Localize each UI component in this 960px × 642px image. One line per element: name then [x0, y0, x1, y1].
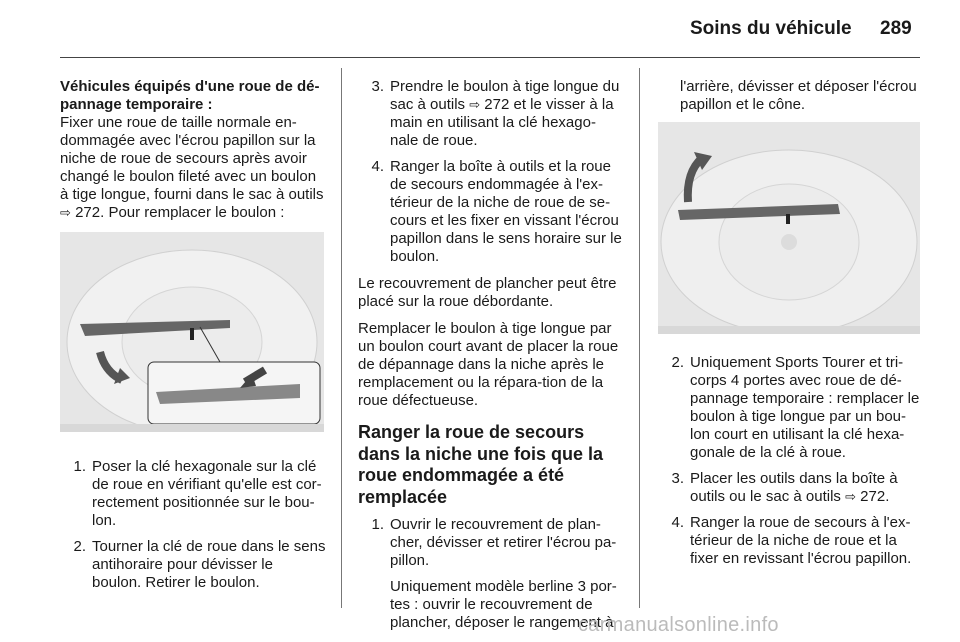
- section-heading: Véhicules équipés d'une roue de dé-pannage temporaire :: [60, 78, 320, 113]
- list-item: 4. Ranger la roue de secours à l'ex-térieur de la niche de roue et la fixer en revissant l'écrou papillon.: [671, 514, 912, 567]
- column-3: [658, 78, 924, 568]
- steps-list: [658, 354, 924, 568]
- paragraph: Remplacer le boulon à tige longue par un boulon court avant de placer la roue de dépannage dans la niche après le remplacement ou la répara-tion de la roue défectueuse.: [358, 320, 619, 409]
- list-item: 2. Tourner la clé de roue dans le sens antihoraire pour dévisser le boulon. Retirer le boulon.: [73, 538, 326, 591]
- figure-wheel-bolt: [60, 232, 324, 432]
- column-divider: [341, 68, 342, 608]
- subheading: Ranger la roue de secours dans la niche une fois que la roue endommagée a été remplacée: [358, 422, 604, 507]
- steps-list: [60, 458, 326, 592]
- continuation-text: l'arrière, dévisser et déposer l'écrou papillon et le cône.: [680, 78, 917, 113]
- list-item: 3. Prendre le boulon à tige longue du sac à outils ⇨ 272 et le visser à la main en utilisant la clé hexago-nale de roue.: [371, 78, 620, 149]
- intro-paragraph: Fixer une roue de taille normale en-dommagée avec l'écrou papillon sur la niche de roue de secours après avoir changé le boulon fileté avec un boulon à tige longue, fourni dans le sac à outils ⇨ 272. Pour remplacer le boulon :: [60, 114, 324, 221]
- list-item: 1. Poser la clé hexagonale sur la clé de roue en vérifiant qu'elle est cor-rectement positionnée sur le bou-lon.: [73, 458, 322, 529]
- page-header: [0, 0, 960, 60]
- list-item: 3. Placer les outils dans la boîte à outils ou le sac à outils ⇨ 272.: [671, 470, 898, 505]
- arrow-reference-icon: ⇨: [60, 205, 71, 220]
- steps-list: [358, 78, 624, 266]
- header-rule: [60, 57, 920, 58]
- list-item: 4. Ranger la boîte à outils et la roue de secours endommagée à l'ex-térieur de la niche de roue de se-cours et les fixer en vissant l'écrou papillon dans le sens horaire sur le boulon.: [371, 158, 622, 265]
- column-divider: [639, 68, 640, 608]
- column-1: [60, 78, 326, 592]
- paragraph: Le recouvrement de plancher peut être placé sur la roue débordante.: [358, 275, 617, 310]
- arrow-reference-icon: ⇨: [845, 489, 856, 504]
- page-number: 289: [880, 18, 912, 39]
- header-title: Soins du véhicule: [690, 18, 852, 39]
- watermark: carmanualsonline.info: [578, 614, 779, 636]
- list-item: 1. Ouvrir le recouvrement de plan-cher, dévisser et retirer l'écrou pa-pillon. Uniquement modèle berline 3 por-tes : ouvrir le recouvrement de plancher, déposer le rangement à: [371, 516, 617, 631]
- list-item: 2. Uniquement Sports Tourer et tri-corps 4 portes avec roue de dé-pannage temporaire : remplacer le boulon à tige longue par un bou-lon court en utilisant la clé hexa-gonale de la clé à roue.: [671, 354, 920, 461]
- column-2: [358, 78, 624, 632]
- arrow-reference-icon: ⇨: [469, 97, 481, 112]
- figure-floor-cover: [658, 122, 920, 334]
